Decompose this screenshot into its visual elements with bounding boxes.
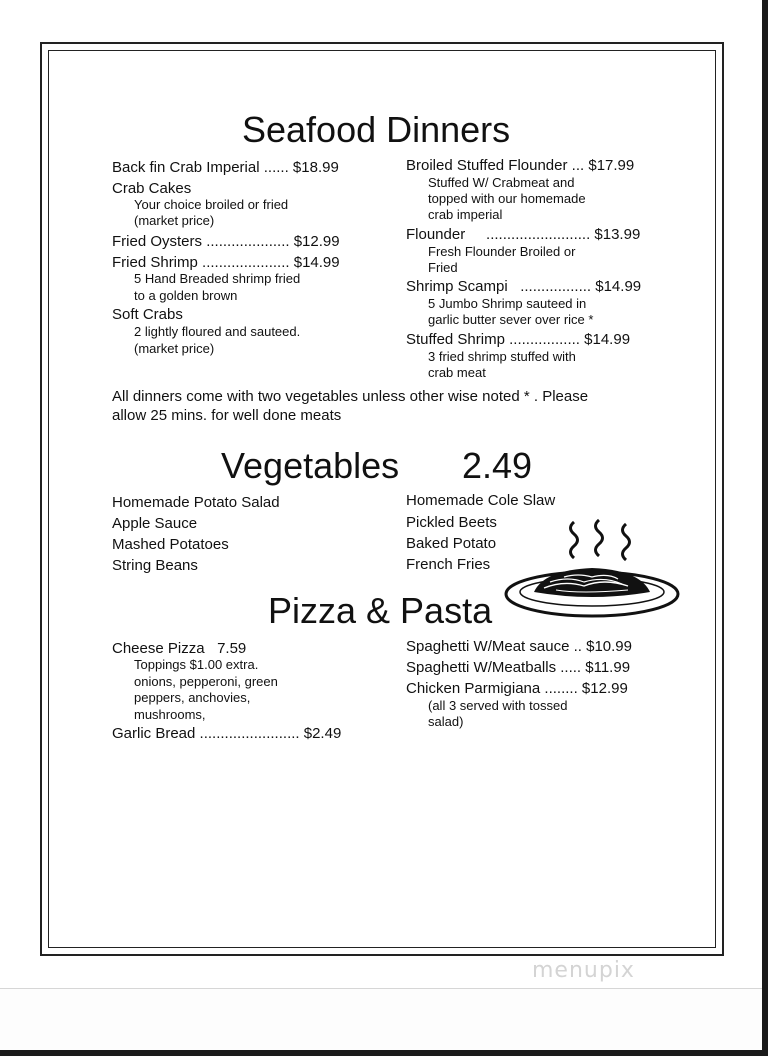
item-desc: (market price) [134, 213, 215, 228]
vegetables-title: Vegetables [221, 445, 400, 486]
list-item: Homemade Potato Salad [112, 494, 280, 511]
list-item: Mashed Potatoes [112, 536, 229, 553]
item-name: Broiled Stuffed Flounder [406, 157, 568, 174]
item-desc: to a golden brown [134, 288, 238, 303]
item-name: Crab Cakes [112, 180, 192, 197]
item-price: $14.99 [293, 254, 340, 271]
item-name: Back fin Crab Imperial [112, 159, 260, 176]
list-item: Homemade Cole Slaw [406, 492, 556, 509]
vegetables-price: 2.49 [462, 445, 533, 486]
menu-item [406, 278, 641, 296]
item-price: $2.49 [303, 725, 342, 742]
item-price: $13.99 [594, 226, 641, 243]
menu-item [406, 226, 640, 244]
item-desc: 3 fried shrimp stuffed with [428, 349, 576, 364]
pasta-title: Pizza & Pasta [268, 590, 493, 631]
leader-dots: .................... [206, 233, 290, 250]
menu-item [112, 159, 339, 177]
menu-item [112, 640, 246, 658]
menu-item [112, 725, 341, 743]
item-desc: (all 3 served with tossed [428, 698, 568, 713]
leader-dots: ........................ [199, 725, 300, 742]
item-desc: topped with our homemade [428, 191, 586, 206]
leader-dots: .. [573, 638, 582, 655]
item-price: $17.99 [588, 157, 635, 174]
leader-dots: ................. [520, 278, 592, 295]
leader-dots: ..... [560, 659, 582, 676]
item-price: $11.99 [585, 659, 631, 676]
scan-edge-bottom [0, 1050, 768, 1056]
dinner-note: allow 25 mins. for well done meats [112, 407, 342, 424]
menu-item [112, 254, 340, 272]
menu-item [112, 233, 340, 251]
leader-dots: ..................... [202, 254, 290, 271]
watermark-logo: menupix [532, 958, 635, 983]
item-desc: crab meat [428, 365, 486, 380]
item-name: Spaghetti W/Meatballs [406, 659, 557, 676]
item-desc: Fried [428, 260, 458, 275]
list-item: French Fries [406, 556, 491, 573]
item-price: $10.99 [586, 638, 632, 655]
item-desc: onions, pepperoni, green [134, 674, 278, 689]
menu-item [406, 157, 634, 175]
item-name: Chicken Parmigiana [406, 680, 541, 697]
dinner-note: All dinners come with two vegetables unless other wise noted * . Please [112, 388, 589, 405]
menu-item [406, 331, 630, 349]
item-desc: 5 Hand Breaded shrimp fried [134, 271, 301, 286]
item-desc: Stuffed W/ Crabmeat and [428, 175, 575, 190]
page-footer-area [0, 988, 768, 1057]
menu-item [406, 638, 632, 656]
leader-dots: ...... [263, 159, 289, 176]
item-name: Stuffed Shrimp [406, 331, 505, 348]
list-item: String Beans [112, 557, 198, 574]
item-desc: Fresh Flounder Broiled or [428, 244, 576, 259]
item-name: Shrimp Scampi [406, 278, 508, 295]
item-name: Garlic Bread [112, 725, 196, 742]
list-item: Apple Sauce [112, 515, 198, 532]
item-price: $12.99 [581, 680, 628, 697]
item-desc: Your choice broiled or fried [134, 197, 289, 212]
leader-dots: ......................... [486, 226, 591, 243]
item-desc: salad) [428, 714, 464, 729]
item-price: $14.99 [595, 278, 642, 295]
item-name: Soft Crabs [112, 306, 183, 323]
list-item: Pickled Beets [406, 514, 497, 531]
spaghetti-plate-icon [504, 514, 680, 620]
item-desc: peppers, anchovies, [134, 690, 251, 705]
leader-dots: ................. [509, 331, 580, 348]
item-name: Cheese Pizza [112, 640, 205, 657]
menu-item [406, 680, 628, 698]
item-price: 7.59 [217, 640, 247, 657]
item-price: $14.99 [584, 331, 631, 348]
item-desc: (market price) [134, 341, 215, 356]
menu-item [406, 659, 630, 677]
item-desc: 5 Jumbo Shrimp sauteed in [428, 296, 587, 311]
item-name: Fried Shrimp [112, 254, 198, 271]
list-item: Baked Potato [406, 535, 497, 552]
item-name: Spaghetti W/Meat sauce [406, 638, 570, 655]
item-price: $18.99 [292, 159, 339, 176]
leader-dots: ........ [544, 680, 578, 697]
item-desc: mushrooms, [134, 707, 206, 722]
scan-edge-right [762, 0, 768, 1056]
item-name: Flounder [406, 226, 466, 243]
item-desc: Toppings $1.00 extra. [134, 657, 259, 672]
seafood-title: Seafood Dinners [242, 109, 511, 150]
item-desc: garlic butter sever over rice * [428, 312, 594, 327]
item-desc: crab imperial [428, 207, 503, 222]
item-desc: 2 lightly floured and sauteed. [134, 324, 301, 339]
leader-dots: ... [571, 157, 585, 174]
item-price: $12.99 [293, 233, 340, 250]
item-name: Fried Oysters [112, 233, 203, 250]
